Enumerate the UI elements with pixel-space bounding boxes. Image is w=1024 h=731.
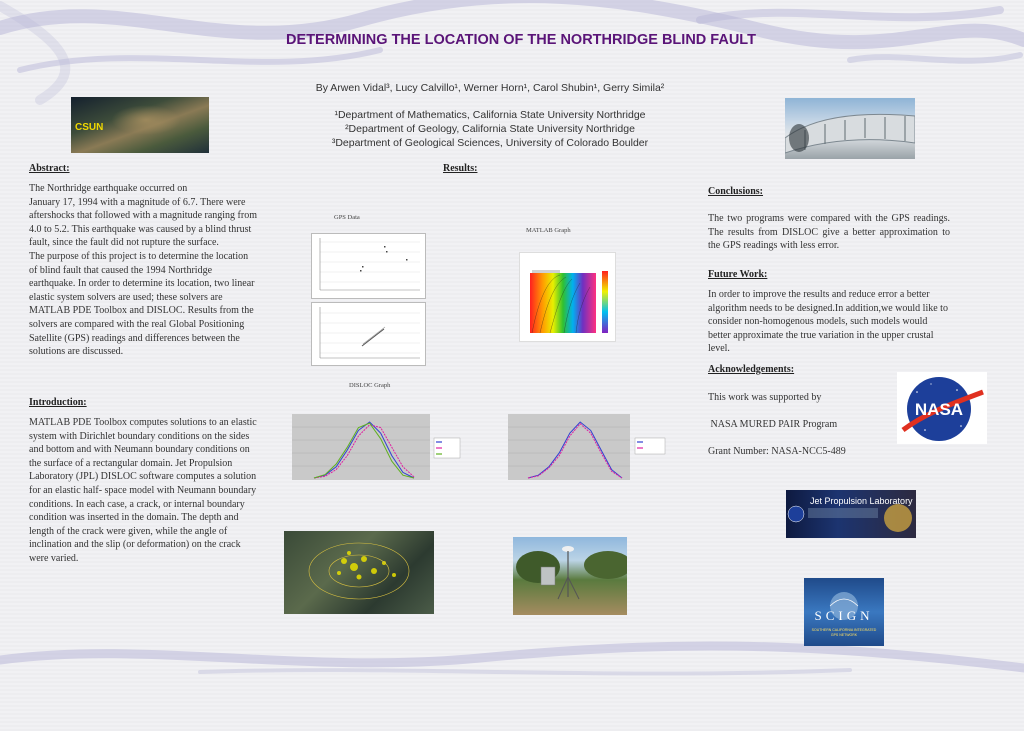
scign-subtext: SOUTHERN CALIFORNIA INTEGRATED GPS NETWORK bbox=[811, 628, 877, 637]
gps-point bbox=[362, 266, 364, 268]
conclusions-text: The two programs were compared with the GPS readings. The results from DISLOC give a better approximation to the GPS readings with less error. bbox=[708, 213, 950, 252]
matlab-contour-plot bbox=[519, 252, 616, 342]
building-photo bbox=[785, 98, 915, 159]
csun-satellite-image bbox=[71, 97, 209, 153]
fault-map-image bbox=[284, 531, 434, 614]
acknowledgements-text bbox=[708, 377, 898, 472]
gps-point bbox=[384, 246, 386, 248]
scign-logo bbox=[804, 578, 884, 646]
gps-scatter-chart bbox=[311, 233, 426, 299]
nasa-logo-text: NASA bbox=[914, 400, 964, 419]
scign-text: SCIGN bbox=[814, 608, 874, 623]
authors: By Arwen Vidal³, Lucy Calvillo¹, Werner Horn¹, Carol Shubin¹, Gerry Simila² bbox=[315, 82, 665, 94]
gps-line-series bbox=[362, 329, 384, 346]
affiliations bbox=[280, 108, 700, 150]
future-work-heading: Future Work: bbox=[708, 269, 768, 280]
csun-logo-text: CSUN bbox=[75, 122, 104, 133]
gps-point bbox=[360, 270, 362, 272]
conclusions-heading: Conclusions: bbox=[708, 186, 764, 197]
ack-line-2: NASA MURED PAIR Program bbox=[708, 418, 838, 430]
disloc-caption: DISLOC Graph bbox=[349, 382, 391, 389]
introduction-heading: Introduction: bbox=[29, 397, 87, 408]
gps-scatter-points bbox=[360, 246, 408, 272]
poster-title: DETERMINING THE LOCATION OF THE NORTHRIDGE BLIND FAULT bbox=[286, 32, 756, 48]
results-heading: Results: bbox=[443, 163, 478, 174]
future-work-text: In order to improve the results and reduce error a better algorithm needs to be designed.In addition,we would like to consider non-homogenous models, such models would better approximate the true variation in the upper crustal level. bbox=[708, 289, 948, 355]
disloc-chart-1 bbox=[284, 400, 462, 494]
ack-line-1: This work was supported by bbox=[708, 391, 822, 403]
disloc-chart-2 bbox=[500, 400, 668, 494]
ack-line-3: Grant Number: NASA-NCC5-489 bbox=[708, 445, 846, 457]
acknowledgements-heading: Acknowledgements: bbox=[708, 364, 795, 375]
affiliation-2: ²Department of Geology, California State University Northridge bbox=[345, 123, 635, 135]
jpl-text: Jet Propulsion Laboratory bbox=[810, 496, 913, 506]
nasa-logo bbox=[897, 372, 987, 444]
affiliation-1: ¹Department of Mathematics, California State University Northridge bbox=[334, 109, 646, 121]
abstract-heading: Abstract: bbox=[29, 163, 70, 174]
gps-caption: GPS Data bbox=[334, 214, 360, 221]
abstract-text: The Northridge earthquake occurred on January 17, 1994 with a magnitude of 6.7. There were aftershocks that followed with a magnitude ranging from 4.0 to 5.2. This earthquake was caused by a blind thrust fault, since the fault did not rupture the surface. The purpose of this project is to determine the location of blind fault that caused the 1994 Northridge earthquake. In order to determine its location, two linear elastic system solvers are used; these solvers are MATLAB PDE Toolbox and DISLOC. Results from the solvers are compared with the real Global Positioning Satellite (GPS) readings and differences between the solutions are discussed. bbox=[29, 183, 257, 358]
jpl-banner bbox=[786, 490, 916, 538]
gps-line-chart bbox=[311, 302, 426, 366]
affiliation-3: ³Department of Geological Sciences, University of Colorado Boulder bbox=[331, 137, 649, 149]
matlab-caption: MATLAB Graph bbox=[526, 227, 571, 234]
gps-station-photo bbox=[513, 537, 627, 615]
introduction-text: MATLAB PDE Toolbox computes solutions to an elastic system with Dirichlet boundary conditions on the sides and bottom and with Neumann boundary conditions on the surface of a rectangular domain. Jet Propulsion Laboratory (JPL) DISLOC software computes a solution for an elastic half- space model with Neumann boundary conditions. In each case, a crack, or internal boundary condition was inserted in the domain. The depth and length of the crack were given, while the angle of inclination and the slip (or deformation) on the crack were varied. bbox=[29, 417, 257, 564]
gps-point bbox=[386, 251, 388, 253]
gps-point bbox=[406, 259, 408, 261]
